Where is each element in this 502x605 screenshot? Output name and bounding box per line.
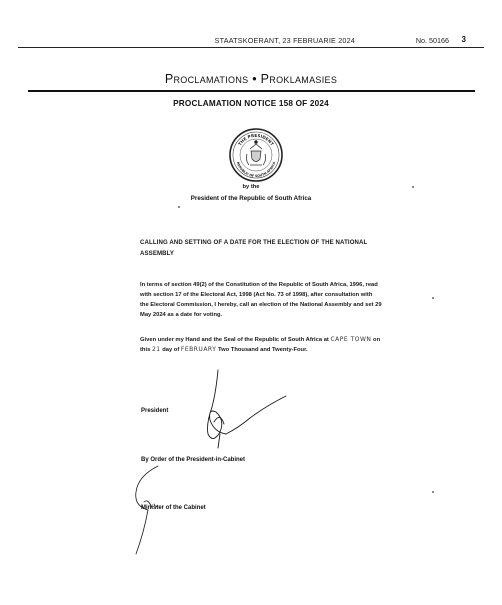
president-label: President bbox=[141, 408, 169, 414]
header-rule bbox=[18, 47, 484, 48]
scan-speck bbox=[412, 186, 414, 188]
given-text-2: on this bbox=[140, 337, 381, 353]
presidential-seal bbox=[228, 127, 284, 183]
given-text-1: Given under my Hand and the Seal of the Republic of South Africa at bbox=[140, 337, 329, 343]
scan-speck bbox=[178, 206, 180, 208]
minister-signature bbox=[118, 462, 198, 562]
president-signature bbox=[180, 362, 300, 452]
gazette-number: No. 50166 bbox=[415, 36, 449, 45]
proclamation-body: In terms of section 49(2) of the Constitution of the Republic of South Africa, 1996, read with section 17 of the Electoral Act, 1998 (Act No. 73 of 1998), after consultation with the Electoral Commission, I hereby, call an election of the National Assembly and set 29 May 2024 as a date for voting. bbox=[140, 282, 382, 318]
order-label: By Order of the President-in-Cabinet bbox=[141, 457, 246, 463]
handwritten-day: 21 bbox=[151, 346, 161, 353]
seal-text-bottom: REPUBLIC OF SOUTH AFRICA bbox=[235, 161, 277, 179]
minister-label: Minister of the Cabinet bbox=[141, 505, 206, 511]
by-the-text: by the bbox=[242, 184, 260, 190]
president-title: President of the Republic of South Africa bbox=[190, 195, 312, 202]
notice-title: PROCLAMATION NOTICE 158 OF 2024 bbox=[173, 99, 329, 108]
seal-text-top: THE PRESIDENT bbox=[237, 132, 275, 147]
given-text-4: Two Thousand and Twenty-Four. bbox=[218, 347, 308, 353]
given-under-paragraph bbox=[140, 335, 382, 355]
handwritten-month: FEBRUARY bbox=[180, 346, 217, 353]
svg-text:THE PRESIDENT bbox=[237, 133, 275, 147]
scan-speck bbox=[432, 297, 434, 299]
proclamation-heading: CALLING AND SETTING OF A DATE FOR THE ELECTION OF THE NATIONAL ASSEMBLY bbox=[140, 239, 368, 257]
section-title: Proclamations • Proklamasies bbox=[164, 72, 338, 86]
handwritten-place: CAPE TOWN bbox=[330, 336, 372, 343]
page-number: 3 bbox=[461, 35, 466, 44]
scan-speck bbox=[432, 491, 434, 493]
coat-of-arms-icon bbox=[246, 141, 265, 165]
svg-text:REPUBLIC OF SOUTH AFRICA bbox=[236, 161, 277, 178]
gazette-title: STAATSKOERANT, 23 FEBRUARIE 2024 bbox=[214, 36, 355, 45]
given-text-3: day of bbox=[162, 347, 180, 353]
section-rule bbox=[28, 90, 475, 92]
